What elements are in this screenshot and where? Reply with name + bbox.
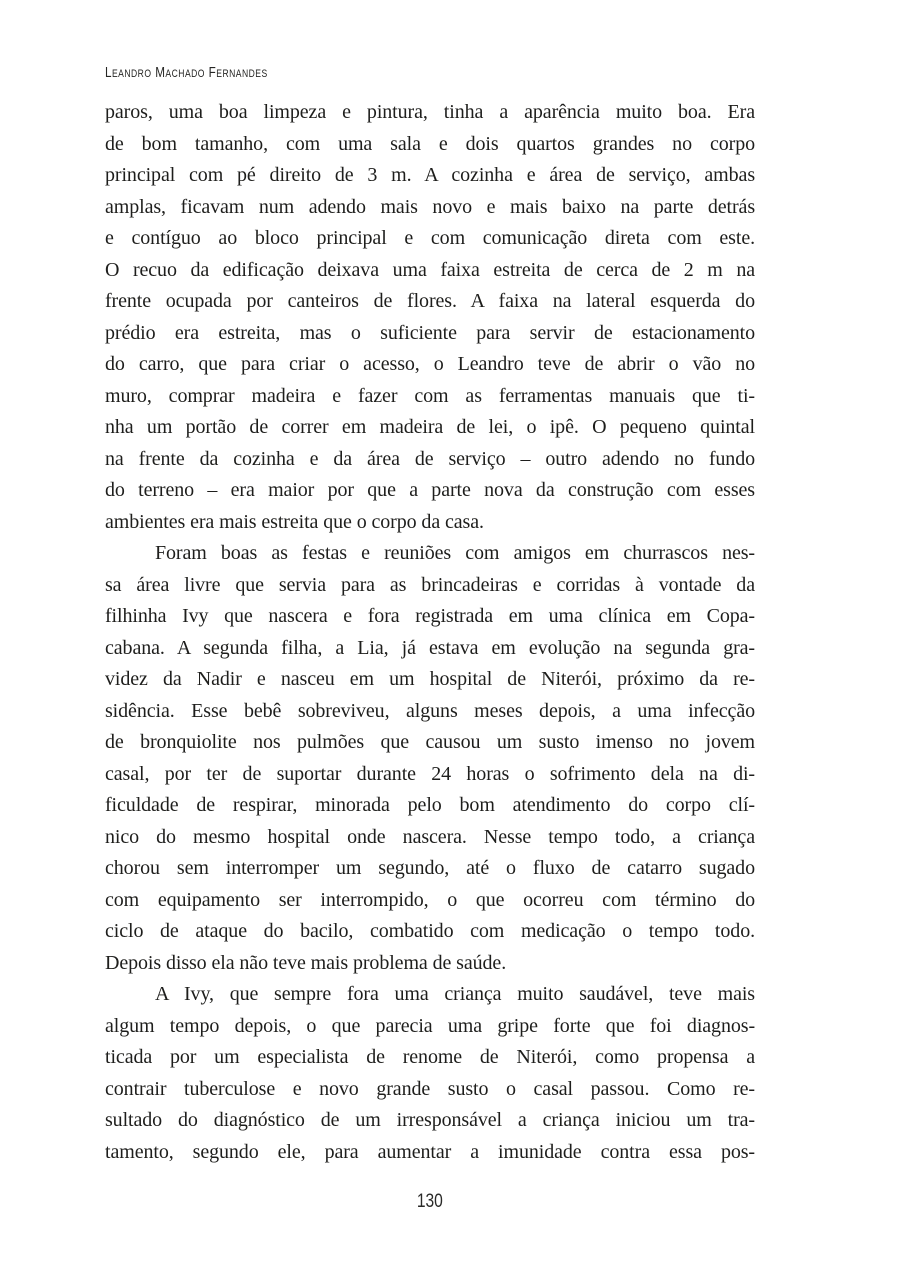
text-line: de bom tamanho, com uma sala e dois quartos grandes no corpo <box>105 132 755 155</box>
text-line: prédio era estreita, mas o suficiente para servir de estacionamento <box>105 321 755 344</box>
paragraph <box>105 97 755 538</box>
page-number <box>105 1191 755 1213</box>
text-line: O recuo da edificação deixava uma faixa estreita de cerca de 2 m na <box>105 258 755 281</box>
text-line: ambientes era mais estreita que o corpo da casa. <box>105 510 484 533</box>
text-line: tamento, segundo ele, para aumentar a imunidade contra essa pos- <box>105 1140 755 1163</box>
text-line: sidência. Esse bebê sobreviveu, alguns meses depois, a uma infecção <box>105 699 755 722</box>
text-line: sultado do diagnóstico de um irresponsável a criança iniciou um tra- <box>105 1109 755 1131</box>
paragraph <box>105 538 755 979</box>
text-line: sa área livre que servia para as brincadeiras e corridas à vontade da <box>105 573 755 596</box>
text-line: paros, uma boa limpeza e pintura, tinha a aparência muito boa. Era <box>105 101 755 123</box>
text-line: com equipamento ser interrompido, o que ocorreu com término do <box>105 888 755 911</box>
paragraph <box>105 979 755 1168</box>
text-line: cabana. A segunda filha, a Lia, já estava em evolução na segunda gra- <box>105 636 755 659</box>
text-line: chorou sem interromper um segundo, até o fluxo de catarro sugado <box>105 857 755 879</box>
body-text <box>105 97 755 1168</box>
text-line: principal com pé direito de 3 m. A cozinha e área de serviço, ambas <box>105 164 755 186</box>
text-line: e contíguo ao bloco principal e com comunicação direta com este. <box>105 227 755 249</box>
text-line: A Ivy, que sempre fora uma criança muito saudável, teve mais <box>155 983 755 1005</box>
text-line: filhinha Ivy que nascera e fora registrada em uma clínica em Copa- <box>105 605 755 627</box>
text-line: na frente da cozinha e da área de serviço – outro adendo no fundo <box>105 447 755 470</box>
text-line: muro, comprar madeira e fazer com as ferramentas manuais que ti- <box>105 384 755 407</box>
text-line: Depois disso ela não teve mais problema de saúde. <box>105 951 507 974</box>
page-number-value: 130 <box>416 1191 443 1212</box>
text-line: Foram boas as festas e reuniões com amigos em churrascos nes- <box>155 542 755 564</box>
text-line: videz da Nadir e nasceu em um hospital de Niterói, próximo da re- <box>105 668 755 690</box>
text-line: do terreno – era maior por que a parte nova da construção com esses <box>105 479 755 501</box>
text-line: ciclo de ataque do bacilo, combatido com medicação o tempo todo. <box>105 920 755 942</box>
text-line: ficuldade de respirar, minorada pelo bom atendimento do corpo clí- <box>105 794 755 816</box>
text-line: frente ocupada por canteiros de flores. A faixa na lateral esquerda do <box>105 290 755 312</box>
running-header: Leandro Machado Fernandes <box>105 64 268 81</box>
text-line: ticada por um especialista de renome de Niterói, como propensa a <box>105 1046 755 1068</box>
text-line: amplas, ficavam num adendo mais novo e mais baixo na parte detrás <box>105 195 755 218</box>
text-line: casal, por ter de suportar durante 24 horas o sofrimento dela na di- <box>105 762 755 785</box>
text-line: de bronquiolite nos pulmões que causou um susto imenso no jovem <box>105 731 755 753</box>
text-line: do carro, que para criar o acesso, o Leandro teve de abrir o vão no <box>105 353 755 375</box>
text-line: contrair tuberculose e novo grande susto o casal passou. Como re- <box>105 1077 755 1100</box>
text-line: nha um portão de correr em madeira de lei, o ipê. O pequeno quintal <box>105 416 755 438</box>
text-line: nico do mesmo hospital onde nascera. Nesse tempo todo, a criança <box>105 825 755 848</box>
text-line: algum tempo depois, o que parecia uma gripe forte que foi diagnos- <box>105 1014 755 1037</box>
